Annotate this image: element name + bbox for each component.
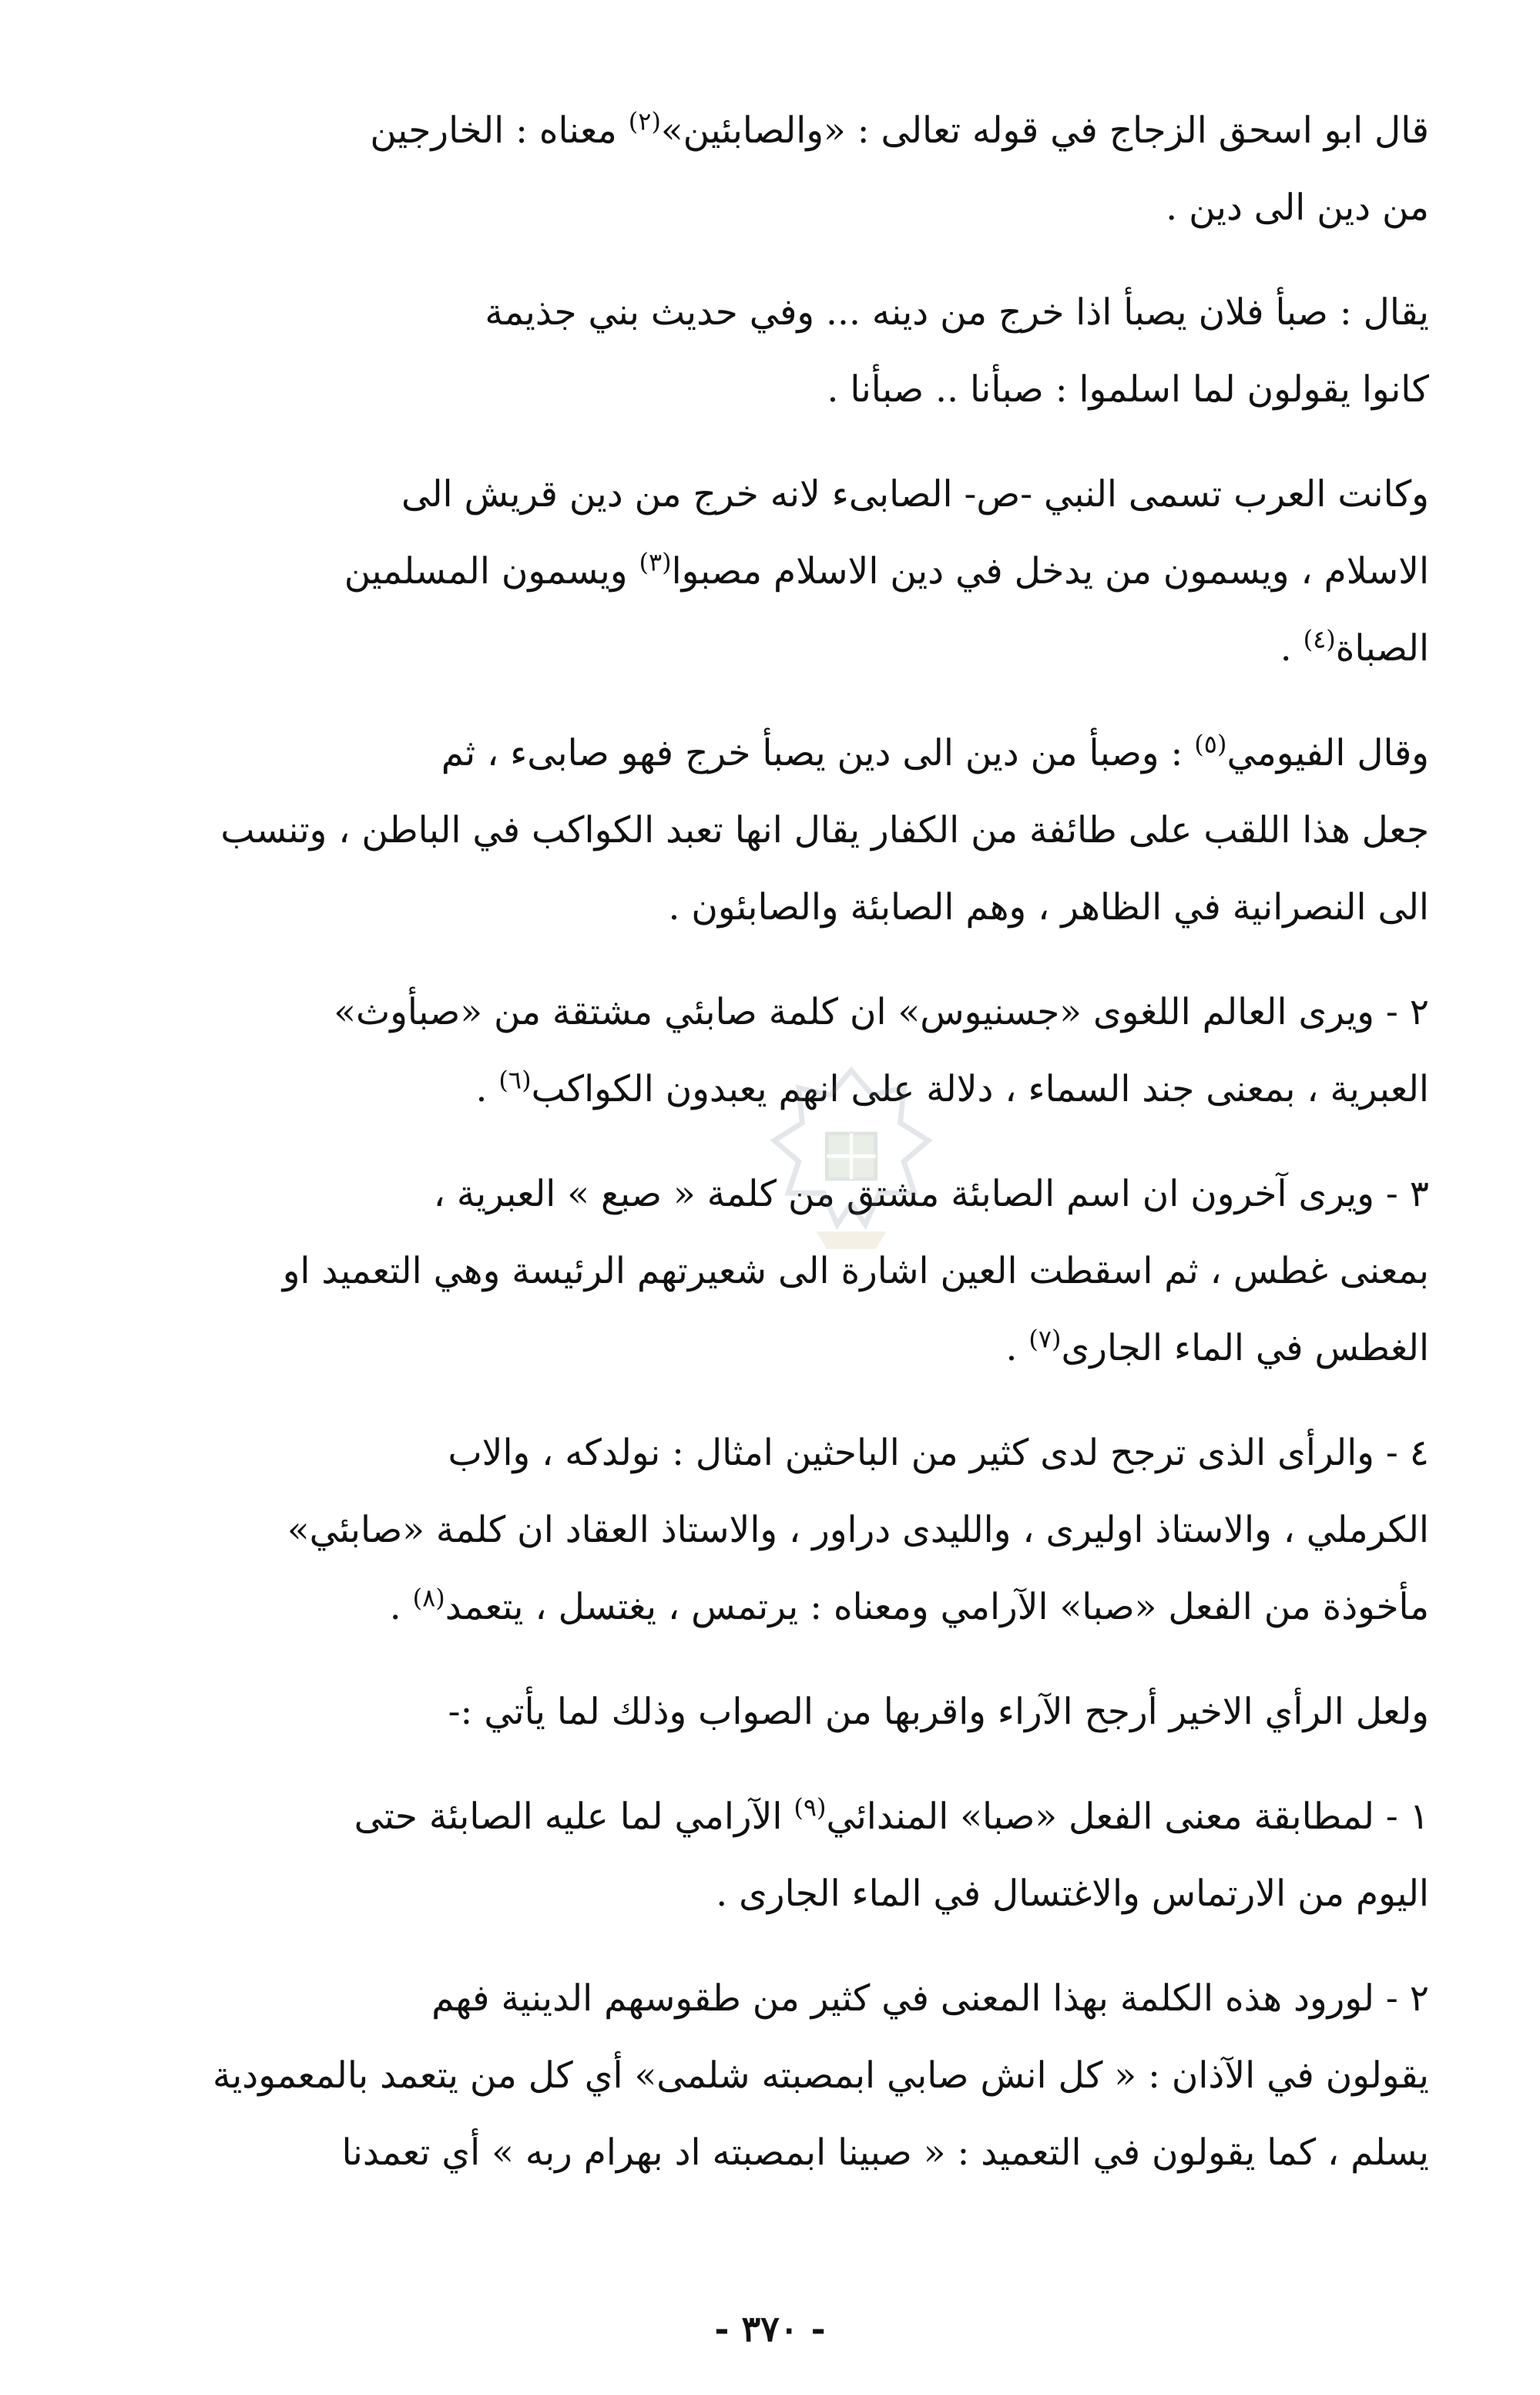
footnote-marker: (٤) <box>1303 624 1336 654</box>
library-emblem-icon <box>763 1063 940 1256</box>
text-segment: يقولون في الآذان : « كل انش صابي ابمصبته شلمى» أي كل من يتعمد بالمعمودية <box>213 2054 1429 2097</box>
text-line <box>100 170 1429 247</box>
text-segment: اليوم من الارتماس والاغتسال في الماء الجارى . <box>716 1873 1429 1915</box>
text-line <box>100 533 1429 610</box>
paragraph <box>100 274 1429 428</box>
text-segment: الاسلام ، ويسمون من يدخل في دين الاسلام مصبوا <box>671 550 1429 593</box>
text-segment: ولعل الرأي الاخير أرجح الآراء واقربها من الصواب وذلك لما يأتي :- <box>448 1691 1429 1733</box>
text-segment: العبرية ، بمعنى جند السماء ، دلالة على انهم يعبدون الكواكب <box>531 1068 1429 1110</box>
text-line <box>100 1492 1429 1569</box>
footnote-marker: (٨) <box>412 1583 445 1613</box>
text-segment: ٣ - ويرى آخرون ان اسم الصابئة مشتق من كلمة « صبع » العبرية ، <box>433 1173 1429 1215</box>
text-line <box>100 1674 1429 1751</box>
text-segment: ٢ - لورود هذه الكلمة بهذا المعنى في كثير من طقوسهم الدينية فهم <box>431 1977 1429 2020</box>
text-segment: من دين الى دين . <box>1166 186 1429 229</box>
footnote-marker: (٧) <box>1028 1324 1062 1354</box>
text-line <box>100 974 1429 1051</box>
text-segment: . <box>389 1586 413 1628</box>
text-line <box>100 2115 1429 2192</box>
text-segment: ٢ - ويرى العالم اللغوى «جسنيوس» ان كلمة صابئي مشتقة من «صبأوث» <box>334 991 1429 1033</box>
text-line <box>100 274 1429 351</box>
text-line <box>100 92 1429 170</box>
paragraph <box>100 456 1429 687</box>
text-segment: : وصبأ من دين الى دين يصبأ خرج فهو صابىء ، ثم <box>441 732 1195 774</box>
text-segment: . <box>1005 1327 1029 1369</box>
text-segment: مأخوذة من الفعل «صبا» الآرامي ومعناه : يرتمس ، يغتسل ، يتعمد <box>445 1586 1429 1628</box>
text-segment: وقال الفيومي <box>1226 732 1429 774</box>
paragraph <box>100 1674 1429 1751</box>
footnote-marker: (٥) <box>1194 729 1227 759</box>
text-line <box>100 1569 1429 1646</box>
text-segment: . <box>1280 627 1303 670</box>
paragraph <box>100 715 1429 946</box>
text-line <box>100 1960 1429 2037</box>
text-segment: الكرملي ، والاستاذ اوليرى ، والليدى دراور ، والاستاذ العقاد ان كلمة «صابئي» <box>287 1509 1429 1551</box>
text-segment: ويسمون المسلمين <box>344 550 639 593</box>
text-line <box>100 1856 1429 1933</box>
text-segment: جعل هذا اللقب على طائفة من الكفار يقال انها تعبد الكواكب في الباطن ، وتنسب <box>220 809 1429 852</box>
text-line <box>100 1779 1429 1856</box>
text-segment: معناه : الخارجين <box>370 109 629 152</box>
text-segment: الى النصرانية في الظاهر ، وهم الصابئة والصابئون . <box>668 886 1429 929</box>
text-line <box>100 610 1429 687</box>
text-segment: يقال : صبأ فلان يصبأ اذا خرج من دينه ... وفي حديث بني جذيمة <box>485 291 1429 334</box>
text-line <box>100 869 1429 946</box>
footnote-marker: (٢) <box>628 106 661 136</box>
text-segment: قال ابو اسحق الزجاج في قوله تعالى : «والصابئين» <box>660 109 1429 152</box>
page-number: - ٣٧٠ - <box>714 2308 826 2350</box>
paragraph <box>100 1779 1429 1933</box>
text-segment: ١ - لمطابقة معنى الفعل «صبا» المندائي <box>826 1795 1429 1838</box>
text-segment: . <box>475 1068 499 1110</box>
text-line <box>100 1310 1429 1387</box>
text-line <box>100 1415 1429 1492</box>
text-segment: ٤ - والرأى الذى ترجح لدى كثير من الباحثين امثال : نولدكه ، والاب <box>448 1432 1429 1474</box>
text-segment: الآرامي لما عليه الصابئة حتى <box>354 1795 794 1838</box>
footnote-marker: (٦) <box>498 1065 532 1095</box>
text-line <box>100 792 1429 869</box>
text-line <box>100 715 1429 792</box>
paragraph <box>100 1960 1429 2192</box>
footnote-marker: (٩) <box>793 1792 827 1822</box>
text-segment: الغطس في الماء الجارى <box>1061 1327 1429 1369</box>
paragraph <box>100 92 1429 247</box>
text-segment: كانوا يقولون لما اسلموا : صبأنا .. صبأنا . <box>827 368 1429 411</box>
text-line <box>100 456 1429 533</box>
text-segment: وكانت العرب تسمى النبي -ص- الصابىء لانه خرج من دين قريش الى <box>401 473 1429 516</box>
text-segment: يسلم ، كما يقولون في التعميد : « صبينا ابمصبته اد بهرام ربه » أي تعمدنا <box>341 2131 1429 2174</box>
text-segment: بمعنى غطس ، ثم اسقطت العين اشارة الى شعيرتهم الرئيسة وهي التعميد او <box>282 1250 1429 1292</box>
text-line <box>100 2037 1429 2115</box>
text-segment: الصباة <box>1335 627 1429 670</box>
text-line <box>100 351 1429 428</box>
paragraph <box>100 1415 1429 1646</box>
footnote-marker: (٣) <box>639 547 672 577</box>
